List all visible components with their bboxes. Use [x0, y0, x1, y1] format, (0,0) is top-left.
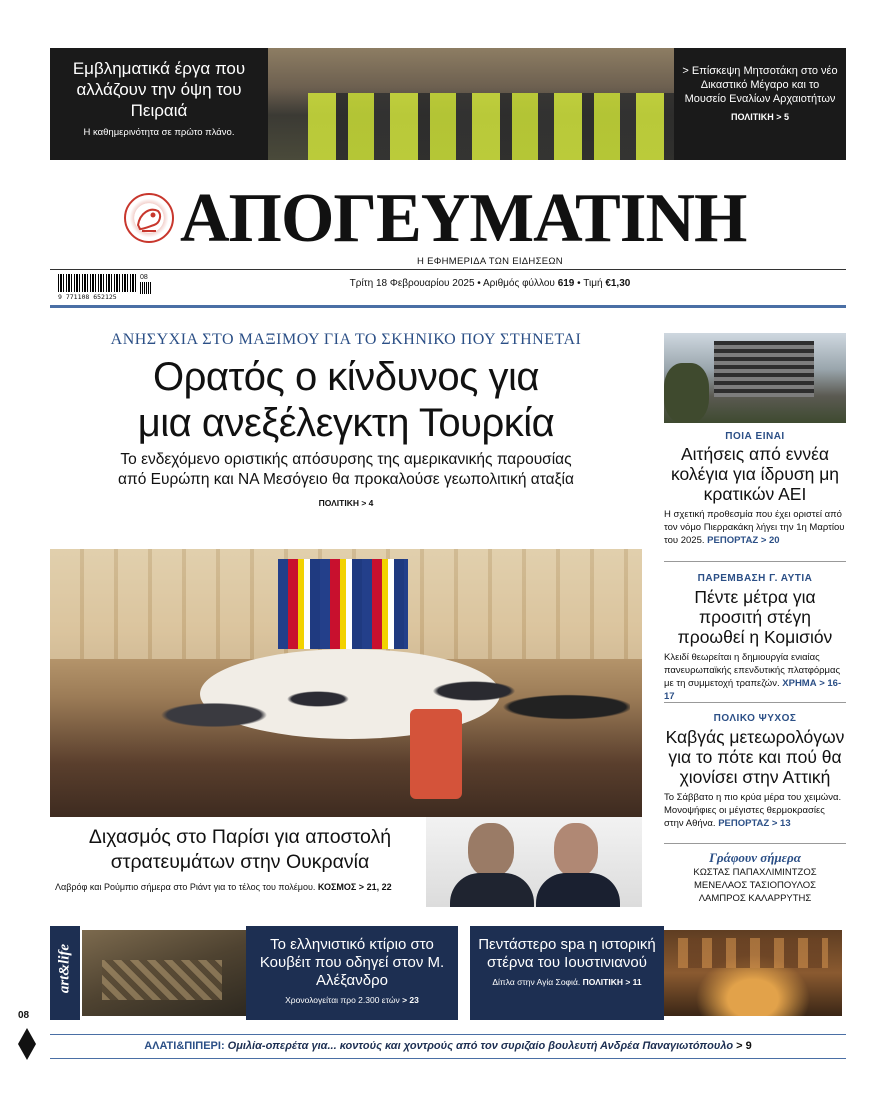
summit-photo	[50, 549, 642, 817]
sidebar-item-1-text: Κλειδί θεωρείται η δημιουργία ενιαίας πανευρωπαϊκής επενδυτικής πλατφόρμας με τη συμμετοχή τραπεζών. ΧΡΗΜΑ > 16-17	[664, 652, 842, 702]
ticker-ref: > 9	[736, 1040, 752, 1052]
masthead	[0, 176, 886, 301]
writers-box	[664, 850, 846, 905]
sidebar-item-0-headline: Αιτήσεις από εννέα κολέγια για ίδρυση μη κρατικών ΑΕΙ	[670, 444, 840, 504]
art-life-brand	[50, 926, 80, 1020]
banner-left-title: Εμβληματικά έργα που αλλάζουν την όψη του Πειραιά	[72, 59, 246, 120]
banner-right-title: > Επίσκεψη Μητσοτάκη στο νέο Δικαστικό Μέγαρο και το Μουσείο Εναλίων Αρχαιοτήτων	[682, 65, 838, 105]
art-life-label: art&life	[56, 943, 73, 994]
portraits-photo	[426, 817, 642, 907]
lead-deck-2: από Ευρώπη και ΝΑ Μεσόγειο θα προκαλούσε γεωπολιτική αταξία	[118, 471, 574, 488]
bottom-left-sub: Χρονολογείται προ 2.300 ετών > 23	[285, 995, 419, 1005]
lead-headline-1: Ορατός ο κίνδυνος για	[153, 355, 539, 399]
sidebar-photo	[664, 333, 846, 423]
sidebar-item-0[interactable]	[664, 431, 846, 547]
writer-name: ΚΩΣΤΑΣ ΠΑΠΑΧΛΙΜΙΝΤΖΟΣ	[693, 867, 817, 878]
bottom-left-story[interactable]	[246, 926, 458, 1020]
photo-story-headline-2: στρατευμάτων στην Ουκρανία	[110, 851, 370, 873]
sidebar-item-0-section: ΠΟΙΑ ΕΙΝΑΙ	[725, 431, 785, 442]
ticker-top-rule	[50, 1034, 846, 1035]
lead-kicker: ΑΝΗΣΥΧΙΑ ΣΤΟ ΜΑΞΙΜΟΥ ΓΙΑ ΤΟ ΣΚΗΝΙΚΟ ΠΟΥ ΣΤΗΝΕΤΑΙ	[110, 331, 582, 348]
top-banner	[50, 48, 846, 160]
photo-story-caption: Λαβρόφ και Ρούμπιο σήμερα στο Ριάντ για το τέλος του πολέμου. ΚΟΣΜΟΣ > 21, 22	[55, 882, 392, 892]
bottom-right-photo	[664, 930, 842, 1016]
sidebar-item-2-headline: Καβγάς μετεωρολόγων για το πότε και πού θα χιονίσει στην Αττική	[665, 727, 845, 787]
sidebar-item-1-headline: Πέντε μέτρα για προσιτή στέγη προωθεί η Κομισιόν	[677, 587, 833, 647]
banner-left-sub: Η καθημερινότητα σε πρώτο πλάνο.	[83, 127, 235, 138]
sidebar-item-1-section: ΠΑΡΕΜΒΑΣΗ Γ. ΑΥΤΙΑ	[697, 573, 813, 584]
sidebar-item-2[interactable]	[664, 713, 846, 830]
sidebar-item-2-section: ΠΟΛΙΚΟ ΨΥΧΟΣ	[713, 713, 797, 724]
bottom-right-story[interactable]	[470, 926, 664, 1020]
issue-number: 619	[557, 278, 575, 289]
ticker[interactable]	[50, 1040, 846, 1052]
diamond-icon	[18, 1028, 36, 1060]
bottom-right-headline: Πεντάστερο spa η ιστορική στέρνα του Ιουστινιανού	[478, 936, 656, 971]
bottom-strip	[50, 926, 846, 1020]
bottom-left-photo	[82, 930, 246, 1016]
photo-story[interactable]	[50, 817, 642, 907]
sidebar-item-0-text: Η σχετική προθεσμία που έχει οριστεί από τον νόμο Πιερρακάκη λήγει την 1η Μαρτίου του 2025. ΡΕΠΟΡΤΑΖ > 20	[664, 509, 845, 546]
lead-deck-1: Το ενδεχόμενο οριστικής απόσυρσης της αμερικανικής παρουσίας	[120, 451, 572, 468]
masthead-rule	[50, 269, 846, 270]
lead-ref: ΠΟΛΙΤΙΚΗ > 4	[318, 498, 374, 508]
writers-title: Γράφουν σήμερα	[709, 850, 801, 865]
logo-emblem-icon	[126, 195, 172, 241]
ticker-label: ΑΛΑΤΙ&ΠΙΠΕΡΙ:	[144, 1040, 225, 1052]
barcode-issue: 08	[140, 274, 148, 281]
barcode-digits: 9 771108 652125	[58, 293, 117, 301]
sidebar-item-1[interactable]	[664, 573, 846, 703]
banner-left-panel[interactable]	[50, 48, 268, 160]
banner-photo-vests	[308, 93, 688, 160]
sidebar	[664, 333, 846, 913]
price: €1,30	[605, 278, 631, 289]
lead-story[interactable]	[50, 326, 642, 546]
bottom-right-sub: Δίπλα στην Αγία Σοφιά. ΠΟΛΙΤΙΚΗ > 11	[492, 977, 642, 987]
ticker-bottom-rule	[50, 1058, 846, 1059]
banner-photo	[268, 48, 724, 160]
masthead-bottom-rule	[50, 305, 846, 308]
sidebar-item-2-text: Το Σάββατο η πιο κρύα μέρα του χειμώνα. Μονοψήφιες οι μέγιστες θερμοκρασίες στην Αθήνα. ΡΕΠΟΡΤΑΖ > 13	[664, 792, 842, 829]
writer-name: ΛΑΜΠΡΟΣ ΚΑΛΑΡΡΥΤΗΣ	[698, 893, 812, 904]
banner-right-panel[interactable]	[674, 48, 846, 160]
banner-right-ref: ΠΟΛΙΤΙΚΗ > 5	[730, 112, 790, 122]
photo-story-text	[50, 825, 430, 875]
writer-name: ΜΕΝΕΛΑΟΣ ΤΑΣΙΟΠΟΥΛΟΣ	[694, 880, 816, 891]
masthead-logo	[124, 193, 174, 243]
masthead-tagline: Η ΕΦΗΜΕΡΙΔΑ ΤΩΝ ΕΙΔΗΣΕΩΝ	[417, 256, 563, 267]
photo-story-headline-1: Διχασμός στο Παρίσι για αποστολή	[88, 826, 392, 848]
bottom-left-headline: Το ελληνιστικό κτίριο στο Κουβέιτ που οδηγεί στον Μ. Αλέξανδρο	[259, 936, 445, 989]
date-line: Τρίτη 18 Φεβρουαρίου 2025 • Αριθμός φύλλου 619 • Τιμή €1,30	[349, 278, 631, 289]
ticker-text: Ομιλία-οπερέτα για... κοντούς και χοντρούς από τον συριζαίο βουλευτή Ανδρέα Παναγιωτόπουλο	[224, 1040, 737, 1052]
barcode	[58, 274, 152, 301]
masthead-name: ΑΠΟΓΕΥΜΑΤΙΝΗ	[180, 180, 747, 257]
lead-headline-2: μια ανεξέλεγκτη Τουρκία	[137, 401, 555, 445]
page-number: 08	[18, 1010, 30, 1021]
